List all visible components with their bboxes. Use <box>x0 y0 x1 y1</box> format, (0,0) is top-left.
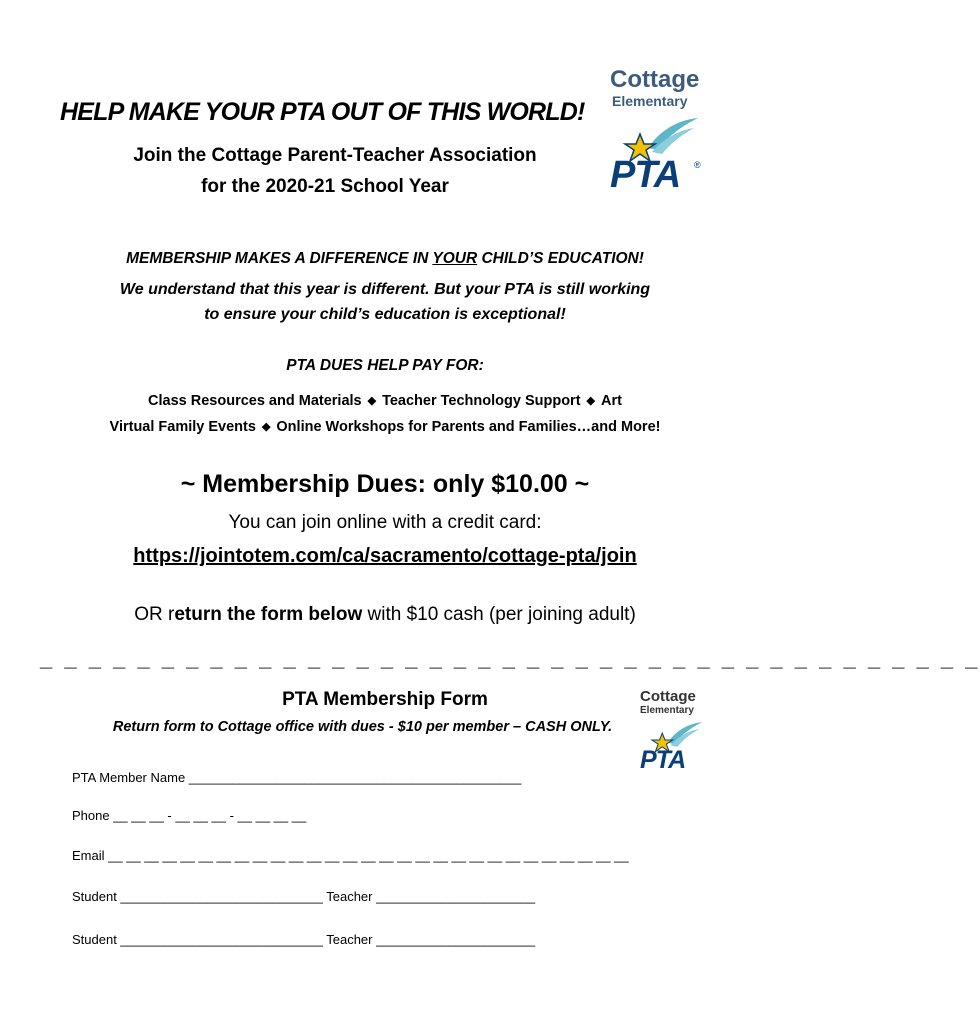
join-line-1: Join the Cottage Parent-Teacher Association <box>133 145 537 166</box>
registered-mark: ® <box>694 160 701 170</box>
bullet-icon: ◆ <box>367 395 377 407</box>
return-form-text <box>40 604 730 626</box>
join-online-text: You can join online with a credit card: <box>228 512 542 533</box>
member-name-field[interactable]: PTA Member Name ______________________________________________ <box>72 770 522 785</box>
cut-line: _ _ _ _ _ _ _ _ _ _ _ _ _ _ _ _ _ _ _ _ _ _ _ _ _ _ _ _ _ _ _ _ _ _ _ _ _ _ _ <box>40 646 980 671</box>
email-field[interactable]: Email __ __ __ __ __ __ __ __ __ __ __ __ __ __ __ __ __ __ __ __ __ __ __ __ __ __ __ __ __ <box>72 848 629 863</box>
difference-pre: MEMBERSHIP MAKES A DIFFERENCE IN <box>126 250 433 267</box>
pay-for-list-row-2 <box>40 419 730 435</box>
difference-em: YOUR <box>432 250 478 267</box>
pay-for-list-row-1 <box>40 393 730 409</box>
understand-line-1: We understand that this year is different. But your PTA is still working <box>119 281 651 298</box>
logo-subtitle: Elementary <box>640 705 694 716</box>
list-item: Art <box>601 393 622 409</box>
understand-line-2: to ensure your child’s education is exceptional! <box>204 306 566 323</box>
logo-title: Cottage <box>610 66 700 93</box>
bullet-icon: ◆ <box>586 395 596 407</box>
list-item: Virtual Family Events <box>109 419 256 435</box>
list-item: Teacher Technology Support <box>382 393 581 409</box>
membership-dues: ~ Membership Dues: only $10.00 ~ <box>180 470 590 498</box>
or-bold: eturn the form below <box>174 604 363 625</box>
logo-pta: PTA <box>610 154 681 196</box>
logo-pta: PTA <box>640 746 686 774</box>
form-logo <box>638 688 718 780</box>
list-item: Class Resources and Materials <box>148 393 362 409</box>
pay-for-title: PTA DUES HELP PAY FOR: <box>286 357 484 374</box>
student-teacher-field-2[interactable]: Student ____________________________ Teacher ______________________ <box>72 932 536 947</box>
join-url-link[interactable]: https://jointotem.com/ca/sacramento/cottage-pta/join <box>133 545 637 567</box>
top-logo <box>608 66 708 198</box>
bullet-icon: ◆ <box>261 421 271 433</box>
headline: HELP MAKE YOUR PTA OUT OF THIS WORLD! <box>60 98 585 126</box>
logo-title: Cottage <box>640 688 696 705</box>
list-item: Online Workshops for Parents and Families…and More! <box>276 419 661 435</box>
phone-field[interactable]: Phone __ __ __ - __ __ __ - __ __ __ __ <box>72 808 307 823</box>
or-pre: OR r <box>134 604 175 625</box>
form-return-note: Return form to Cottage office with dues - $10 per member – CASH ONLY. <box>112 719 613 735</box>
logo-subtitle: Elementary <box>612 93 688 109</box>
form-title: PTA Membership Form <box>282 689 488 710</box>
difference-post: CHILD’S EDUCATION! <box>477 250 644 267</box>
join-line-2: for the 2020-21 School Year <box>201 176 449 197</box>
membership-difference <box>40 250 730 268</box>
or-post: with $10 cash (per joining adult) <box>362 604 636 625</box>
student-teacher-field-1[interactable]: Student ____________________________ Teacher ______________________ <box>72 889 536 904</box>
